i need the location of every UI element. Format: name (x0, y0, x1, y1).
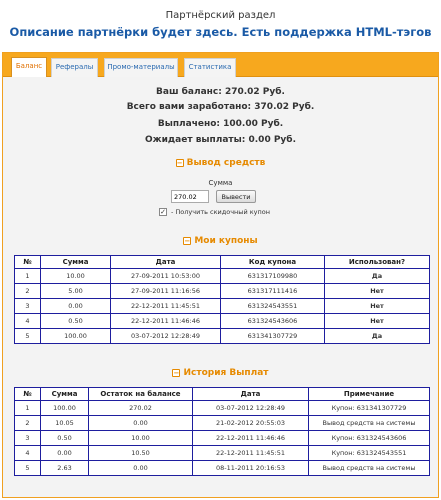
cell-number: 4 (15, 446, 41, 461)
cell-date: 08-11-2011 20:16:53 (193, 461, 309, 476)
column-header: Примечание (309, 388, 430, 401)
page-title: Описание партнёрки будет здесь. Есть поддержка HTML-тэгов (9, 25, 432, 39)
cell-remaining-balance: 0.00 (89, 461, 193, 476)
amount-label: Сумма (208, 179, 233, 187)
cell-date: 22-12-2011 11:45:51 (193, 446, 309, 461)
coupons-table (14, 255, 430, 344)
cell-amount: 100.00 (41, 329, 111, 344)
minus-square-icon[interactable]: − (184, 237, 191, 245)
cell-coupon-code: 631324543606 (221, 314, 325, 329)
table-row (15, 431, 430, 446)
payouts-section-title[interactable] (0, 368, 441, 378)
cell-note: Вывод средств на системы (309, 461, 430, 476)
column-header: Сумма (41, 256, 111, 269)
cell-used-status: Нет (325, 314, 430, 329)
amount-input[interactable] (171, 190, 209, 203)
coupons-section-title[interactable] (0, 236, 441, 246)
tab-promo-materials[interactable]: Промо-материалы (104, 58, 178, 77)
cell-remaining-balance: 270.02 (89, 401, 193, 416)
cell-date: 27-09-2011 11:16:56 (111, 284, 221, 299)
pending-text: Ожидает выплаты: 0.00 Руб. (144, 135, 297, 145)
tab-balance[interactable]: Баланс (11, 57, 47, 77)
cell-used-status: Да (325, 329, 430, 344)
table-row (15, 269, 430, 284)
withdraw-title: Вывод средств (186, 158, 266, 168)
cell-date: 22-12-2011 11:46:46 (193, 431, 309, 446)
cell-amount: 0.50 (41, 431, 89, 446)
tab-bar (3, 53, 438, 77)
table-row (15, 461, 430, 476)
table-row (15, 329, 430, 344)
coupon-checkbox[interactable]: ✓ (160, 208, 166, 216)
cell-date: 22-12-2011 11:45:51 (111, 299, 221, 314)
column-header: Дата (111, 256, 221, 269)
table-row (15, 401, 430, 416)
cell-number: 5 (15, 461, 41, 476)
column-header: Код купона (221, 256, 325, 269)
table-header-row (15, 388, 430, 401)
partner-section-label: Партнёрский раздел (165, 10, 276, 21)
table-row (15, 299, 430, 314)
cell-amount: 2.63 (41, 461, 89, 476)
cell-coupon-code: 631341307729 (221, 329, 325, 344)
column-header: № (15, 256, 41, 269)
table-row (15, 314, 430, 329)
column-header: № (15, 388, 41, 401)
balance-text: Ваш баланс: 270.02 Руб. (156, 87, 285, 97)
cell-amount: 10.00 (41, 269, 111, 284)
withdraw-section-title[interactable] (0, 158, 441, 168)
cell-amount: 100.00 (41, 401, 89, 416)
cell-coupon-code: 631317111416 (221, 284, 325, 299)
paid-text: Выплачено: 100.00 Руб. (157, 119, 284, 129)
cell-amount: 5.00 (41, 284, 111, 299)
table-row (15, 416, 430, 431)
cell-note: Купон: 631341307729 (309, 401, 430, 416)
minus-square-icon[interactable]: − (176, 159, 183, 167)
cell-number: 2 (15, 284, 41, 299)
earned-text: Всего вами заработано: 370.02 Руб. (126, 102, 315, 112)
cell-number: 5 (15, 329, 41, 344)
cell-remaining-balance: 10.50 (89, 446, 193, 461)
cell-number: 2 (15, 416, 41, 431)
coupon-checkbox-label: - Получить скидочный купон (171, 208, 270, 216)
cell-amount: 10.05 (41, 416, 89, 431)
cell-number: 3 (15, 431, 41, 446)
table-header-row (15, 256, 430, 269)
tab-statistics[interactable]: Статистика (184, 58, 236, 77)
cell-remaining-balance: 10.00 (89, 431, 193, 446)
withdraw-button[interactable]: Вывести (216, 190, 256, 203)
cell-amount: 0.00 (41, 446, 89, 461)
cell-date: 03-07-2012 12:28:49 (111, 329, 221, 344)
table-row (15, 284, 430, 299)
cell-date: 03-07-2012 12:28:49 (193, 401, 309, 416)
cell-date: 21-02-2012 20:55:03 (193, 416, 309, 431)
cell-coupon-code: 631324543551 (221, 299, 325, 314)
cell-used-status: Да (325, 269, 430, 284)
cell-amount: 0.50 (41, 314, 111, 329)
column-header: Остаток на балансе (89, 388, 193, 401)
cell-number: 1 (15, 401, 41, 416)
cell-note: Купон: 631324543606 (309, 431, 430, 446)
cell-used-status: Нет (325, 284, 430, 299)
cell-date: 27-09-2011 10:53:00 (111, 269, 221, 284)
payouts-title: История Выплат (183, 368, 269, 378)
payouts-table (14, 387, 430, 476)
cell-coupon-code: 631317109980 (221, 269, 325, 284)
cell-remaining-balance: 0.00 (89, 416, 193, 431)
cell-used-status: Нет (325, 299, 430, 314)
minus-square-icon[interactable]: − (173, 369, 180, 377)
cell-number: 4 (15, 314, 41, 329)
cell-number: 1 (15, 269, 41, 284)
column-header: Дата (193, 388, 309, 401)
cell-note: Купон: 631324543551 (309, 446, 430, 461)
coupons-title: Мои купоны (194, 236, 258, 246)
table-row (15, 446, 430, 461)
cell-amount: 0.00 (41, 299, 111, 314)
column-header: Сумма (41, 388, 89, 401)
cell-date: 22-12-2011 11:46:46 (111, 314, 221, 329)
tab-referrals[interactable]: Рефералы (51, 58, 98, 77)
column-header: Использован? (325, 256, 430, 269)
cell-note: Вывод средств на системы (309, 416, 430, 431)
cell-number: 3 (15, 299, 41, 314)
